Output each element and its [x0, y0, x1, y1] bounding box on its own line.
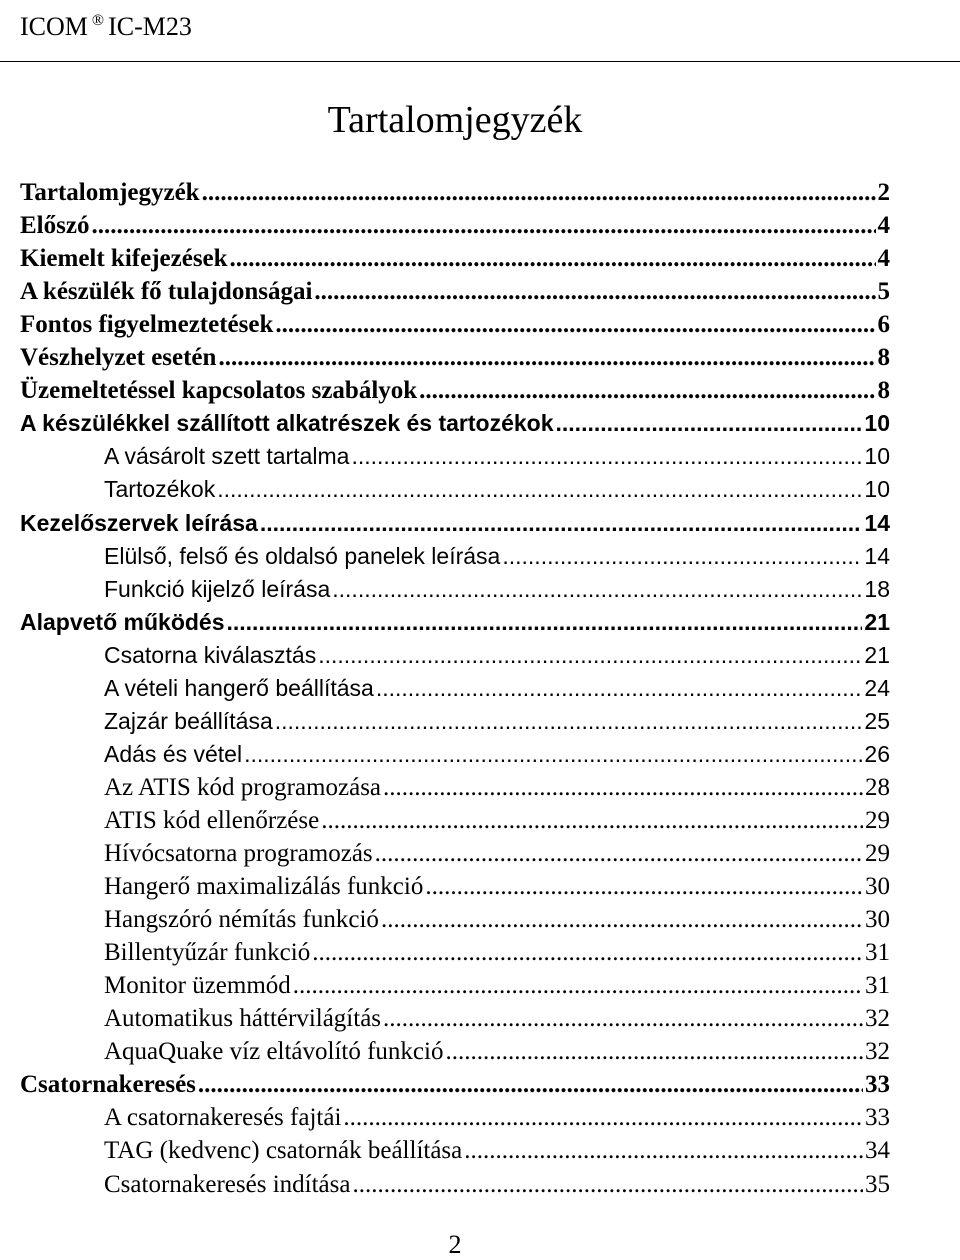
- toc-entry: [20, 176, 890, 209]
- toc-entry-label: A vételi hangerő beállítása: [104, 674, 374, 701]
- toc-leader-dots: [351, 440, 862, 473]
- toc-entry-page: 33: [865, 1071, 890, 1099]
- registered-mark: ®: [91, 12, 105, 29]
- toc-leader-dots: [198, 1068, 863, 1101]
- toc-entry-label: Fontos figyelmeztetések: [20, 311, 274, 339]
- toc-entry: [104, 1134, 890, 1167]
- toc-entry: [104, 705, 890, 738]
- toc-entry-page: 5: [877, 278, 890, 306]
- toc-entry: [20, 341, 890, 374]
- toc-leader-dots: [275, 705, 863, 738]
- toc-leader-dots: [260, 507, 863, 540]
- toc-entry-label: Funkció kijelző leírása: [104, 575, 331, 602]
- toc-entry-page: 14: [864, 542, 890, 569]
- toc-entry-page: 10: [864, 443, 890, 470]
- toc-entry-page: 21: [864, 608, 890, 635]
- toc-entry-page: 4: [877, 245, 890, 273]
- toc-leader-dots: [318, 639, 862, 672]
- toc-entry-page: 10: [864, 410, 890, 437]
- toc-leader-dots: [332, 573, 862, 606]
- toc-leader-dots: [502, 540, 862, 573]
- toc-leader-dots: [202, 176, 876, 209]
- toc-entry: [20, 209, 890, 242]
- brand-name: ICOM: [20, 12, 88, 41]
- toc-entry-label: Adás és vétel: [104, 740, 243, 767]
- toc-leader-dots: [381, 903, 863, 936]
- toc-entry-label: AquaQuake víz eltávolító funkció: [104, 1038, 444, 1066]
- toc-entry: [104, 870, 890, 903]
- toc-entry: [20, 606, 890, 639]
- toc-entry: [20, 374, 890, 407]
- toc-entry-page: 21: [864, 641, 890, 668]
- toc-entry: [20, 308, 890, 341]
- toc-entry-page: 29: [865, 840, 890, 867]
- toc-leader-dots: [383, 771, 863, 804]
- toc-entry: [20, 242, 890, 275]
- toc-entry: [20, 507, 890, 540]
- toc-entry: [104, 672, 890, 705]
- toc-entry-label: Hívócsatorna programozás: [104, 840, 373, 867]
- toc-entry-page: 6: [877, 311, 890, 339]
- toc-leader-dots: [419, 374, 875, 407]
- toc-entry-page: 28: [865, 773, 890, 801]
- toc-leader-dots: [321, 804, 863, 837]
- toc-entry: [104, 969, 890, 1002]
- toc-entry-page: 8: [877, 344, 890, 372]
- toc-entry-page: 31: [865, 939, 890, 967]
- toc-entry-page: 10: [864, 476, 890, 503]
- toc-entry-page: 8: [877, 377, 890, 405]
- toc-entry: [20, 407, 890, 440]
- toc-entry: [104, 473, 890, 506]
- toc-leader-dots: [275, 308, 875, 341]
- toc-entry-label: Billentyűzár funkció: [104, 939, 311, 967]
- toc-entry-page: 29: [865, 806, 890, 834]
- toc-entry-page: 4: [877, 212, 890, 240]
- page-number: 2: [448, 1230, 462, 1259]
- toc-entry-label: Üzemeltetéssel kapcsolatos szabályok: [20, 377, 418, 405]
- toc-entry-label: A készülék fő tulajdonságai: [20, 278, 313, 306]
- toc-entry-page: 26: [864, 740, 890, 767]
- toc-entry-page: 2: [877, 179, 890, 206]
- toc-entry: [20, 275, 890, 308]
- running-header: [20, 4, 192, 44]
- toc-leader-dots: [217, 473, 862, 506]
- toc-leader-dots: [244, 738, 862, 771]
- toc-leader-dots: [314, 275, 875, 308]
- toc-entry-page: 31: [865, 972, 890, 1000]
- toc-leader-dots: [352, 1168, 863, 1201]
- toc-entry-label: Hangszóró némítás funkció: [104, 906, 379, 934]
- toc-entry-label: Elülső, felső és oldalsó panelek leírása: [104, 542, 501, 569]
- toc-entry-page: 25: [864, 707, 890, 734]
- toc-entry-label: Csatorna kiválasztás: [104, 641, 317, 668]
- toc-entry: [20, 1068, 890, 1101]
- toc-leader-dots: [343, 1101, 863, 1134]
- toc-leader-dots: [293, 969, 863, 1002]
- toc-entry-label: Kiemelt kifejezések: [20, 245, 228, 273]
- toc-entry-label: Tartalomjegyzék: [20, 179, 200, 206]
- toc-entry-page: 34: [865, 1137, 890, 1165]
- toc-entry-label: Alapvető működés: [20, 608, 225, 635]
- toc-leader-dots: [218, 341, 875, 374]
- toc-leader-dots: [375, 837, 863, 870]
- toc-entry-label: Zajzár beállítása: [104, 707, 273, 734]
- toc-entry-label: Kezelőszervek leírása: [20, 509, 258, 536]
- toc-entry-page: 30: [865, 873, 890, 901]
- toc-entry-page: 33: [865, 1104, 890, 1132]
- toc-entry-label: A vásárolt szett tartalma: [104, 443, 350, 470]
- toc-entry: [104, 440, 890, 473]
- toc-entry: [104, 804, 890, 837]
- toc-leader-dots: [376, 672, 863, 705]
- toc-entry-label: Előszó: [20, 212, 90, 240]
- toc-entry: [104, 639, 890, 672]
- toc-entry: [104, 573, 890, 606]
- toc-leader-dots: [312, 936, 863, 969]
- toc-leader-dots: [556, 407, 863, 440]
- toc-entry-label: Tartozékok: [104, 476, 216, 503]
- toc-entry-label: TAG (kedvenc) csatornák beállítása: [104, 1137, 463, 1165]
- toc-entry-label: Monitor üzemmód: [104, 972, 291, 1000]
- toc-leader-dots: [425, 870, 863, 903]
- toc-entry-page: 32: [865, 1038, 890, 1066]
- toc-leader-dots: [445, 1035, 863, 1068]
- toc-entry-label: A csatornakeresés fajtái: [104, 1104, 342, 1132]
- toc-entry-page: 24: [864, 674, 890, 701]
- toc-entry-label: A készülékkel szállított alkatrészek és tartozékok: [20, 410, 554, 437]
- toc-entry-label: Csatornakeresés indítása: [104, 1170, 351, 1198]
- toc-entry-page: 35: [865, 1170, 890, 1198]
- toc-entry: [104, 771, 890, 804]
- toc-entry-page: 30: [865, 906, 890, 934]
- toc-entry-page: 32: [865, 1005, 890, 1033]
- toc-entry-page: 14: [864, 509, 890, 536]
- toc-entry: [104, 540, 890, 573]
- toc-leader-dots: [230, 242, 876, 275]
- toc-leader-dots: [383, 1002, 863, 1035]
- header-rule: [0, 61, 960, 62]
- toc-entry-label: Hangerő maximalizálás funkció: [104, 873, 424, 901]
- toc-entry: [104, 837, 890, 870]
- toc-entry-label: Csatornakeresés: [20, 1071, 196, 1099]
- toc-entry: [104, 1035, 890, 1068]
- toc-entry-label: ATIS kód ellenőrzése: [104, 806, 320, 834]
- toc-leader-dots: [464, 1134, 863, 1167]
- toc-entry: [104, 903, 890, 936]
- toc-entry: [104, 738, 890, 771]
- toc-entry: [104, 1101, 890, 1134]
- toc-entry: [104, 1002, 890, 1035]
- model-name: IC-M23: [108, 12, 192, 41]
- toc-entry-label: Automatikus háttérvilágítás: [104, 1005, 382, 1033]
- toc-entry-page: 18: [864, 575, 890, 602]
- toc-entry: [104, 1168, 890, 1201]
- toc-leader-dots: [227, 606, 863, 639]
- toc-entry-label: Vészhelyzet esetén: [20, 344, 217, 372]
- page-title: Tartalomjegyzék: [327, 99, 583, 141]
- toc-entry: [104, 936, 890, 969]
- toc-entry-label: Az ATIS kód programozása: [104, 773, 382, 801]
- toc-leader-dots: [91, 209, 875, 242]
